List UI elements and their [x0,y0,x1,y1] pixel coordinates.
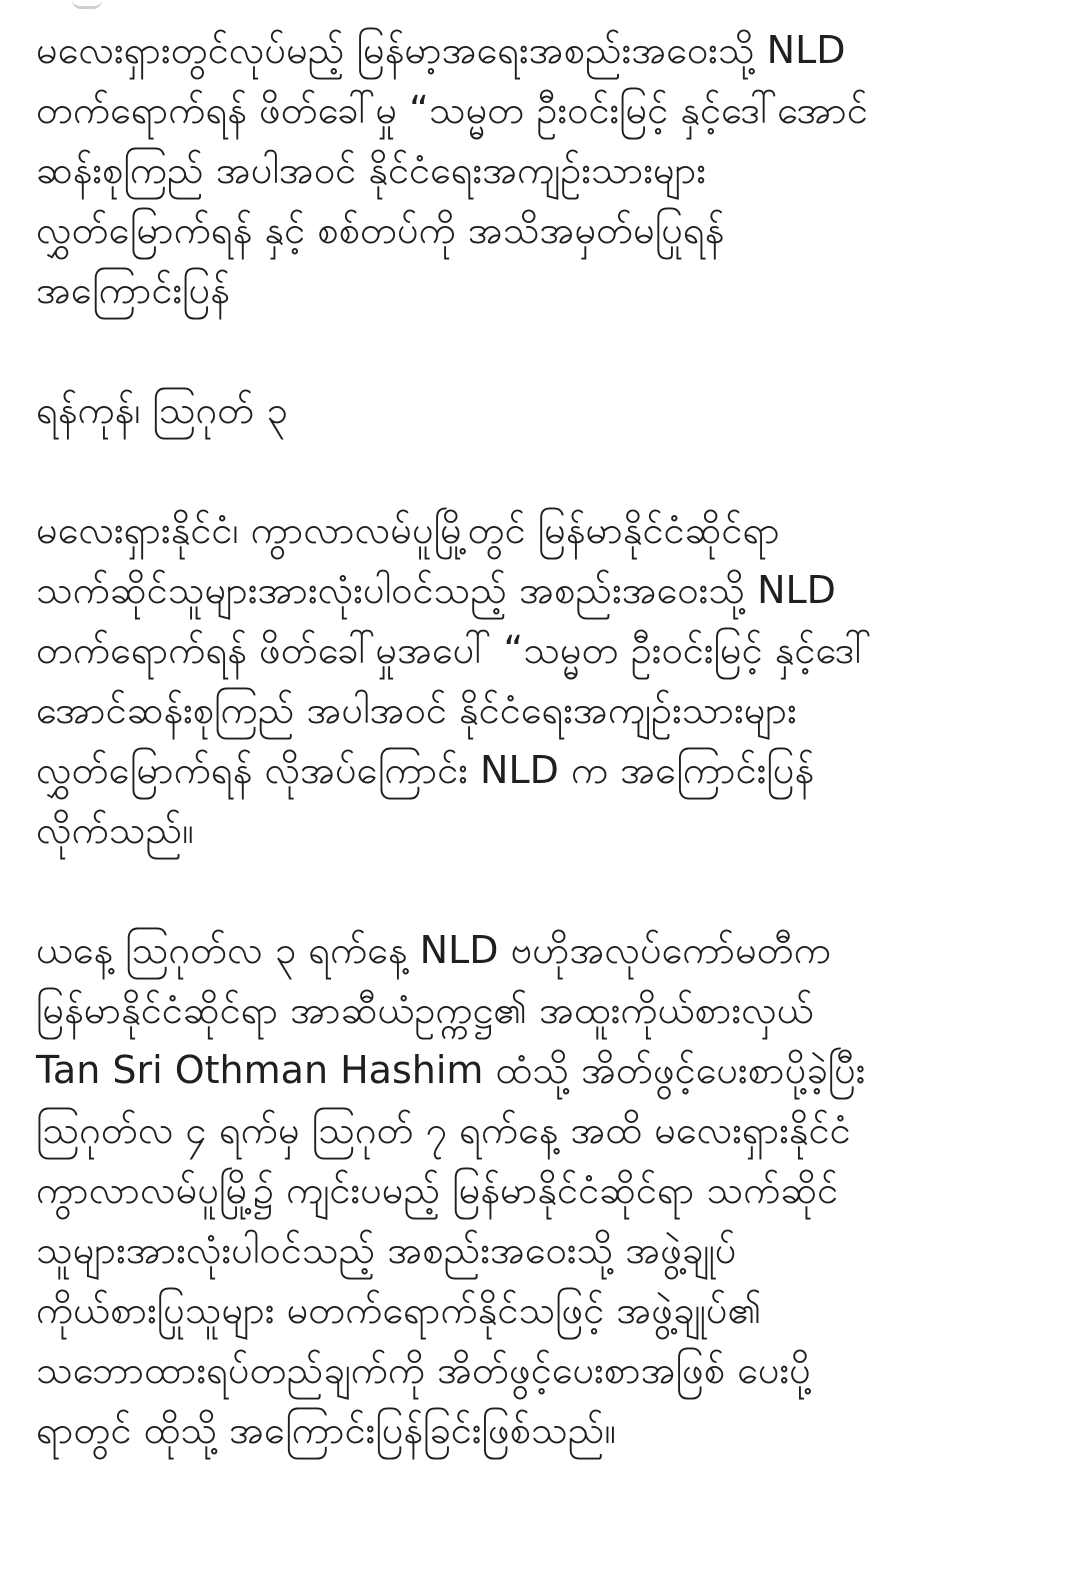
paragraph-spacer [36,320,1046,380]
paragraph-line: လွှတ်မြောက်ရန် လိုအပ်ကြောင်း NLD က အကြောင်းပြန် [36,748,815,792]
headline-line: အကြောင်းပြန် [36,268,230,312]
paragraph-1 [36,500,1046,860]
dateline [36,380,1046,440]
paragraph-spacer [36,440,1046,500]
paragraph-line: Tan Sri Othman Hashim ထံသို့ အိတ်ဖွင့်ပေးစာပို့ခဲ့ပြီး [36,1048,866,1092]
headline-line: ဆန်းစုကြည် အပါအဝင် နိုင်ငံရေးအကျဉ်းသားများ [36,148,707,192]
headline-line: မလေးရှားတွင်လုပ်မည့် မြန်မာ့အရေးအစည်းအဝေးသို့ NLD [36,28,846,72]
paragraph-line: ကွာလာလမ်ပူမြို့၌ ကျင်းပမည့် မြန်မာနိုင်ငံဆိုင်ရာ သက်ဆိုင် [36,1168,839,1212]
paragraph-line: ယနေ့ ဩဂုတ်လ ၃ ရက်နေ့ NLD ဗဟိုအလုပ်ကော်မတီက [36,928,831,972]
paragraph-2 [36,920,1046,1460]
paragraph-line: အောင်ဆန်းစုကြည် အပါအဝင် နိုင်ငံရေးအကျဉ်းသားများ [36,688,797,732]
headline-line: လွှတ်မြောက်ရန် နှင့် စစ်တပ်ကို အသိအမှတ်မပြုရန် [36,208,725,252]
paragraph-line: ရာတွင် ထိုသို့ အကြောင်းပြန်ခြင်းဖြစ်သည်။ [36,1408,616,1452]
paragraph-line: သဘောထားရပ်တည်ချက်ကို အိတ်ဖွင့်ပေးစာအဖြစ် ပေးပို့ [36,1348,811,1392]
headline [36,20,1046,320]
paragraph-line: သူများအားလုံးပါဝင်သည့် အစည်းအဝေးသို့ အဖွဲ့ချုပ် [36,1228,737,1272]
paragraph-line: မြန်မာနိုင်ငံဆိုင်ရာ အာဆီယံဥက္ကဋ္ဌ၏ အထူးကိုယ်စားလှယ် [36,988,814,1032]
paragraph-line: တက်ရောက်ရန် ဖိတ်ခေါ်မှုအပေါ် “သမ္မတ ဦးဝင်းမြင့် နှင့်ဒေါ် [36,628,872,672]
dateline-text: ရန်ကုန်၊ ဩဂုတ် ၃ [36,388,288,432]
paragraph-spacer [36,860,1046,920]
paragraph-line: ကိုယ်စားပြုသူများ မတက်ရောက်နိုင်သဖြင့် အဖွဲ့ချုပ်၏ [36,1288,762,1332]
paragraph-line: မလေးရှားနိုင်ငံ၊ ကွာလာလမ်ပူမြို့တွင် မြန်မာနိုင်ငံဆိုင်ရာ [36,508,780,552]
paragraph-line: သက်ဆိုင်သူများအားလုံးပါဝင်သည့် အစည်းအဝေးသို့ NLD [36,568,836,612]
top-scroll-edge-mark [72,0,102,9]
article-body [36,20,1046,1460]
paragraph-line: လိုက်သည်။ [36,808,194,852]
headline-line: တက်ရောက်ရန် ဖိတ်ခေါ်မှု “သမ္မတ ဦးဝင်းမြင့် နှင့်ဒေါ်အောင် [36,88,868,132]
paragraph-line: ဩဂုတ်လ ၄ ရက်မှ ဩဂုတ် ၇ ရက်နေ့ အထိ မလေးရှားနိုင်ငံ [36,1108,851,1152]
